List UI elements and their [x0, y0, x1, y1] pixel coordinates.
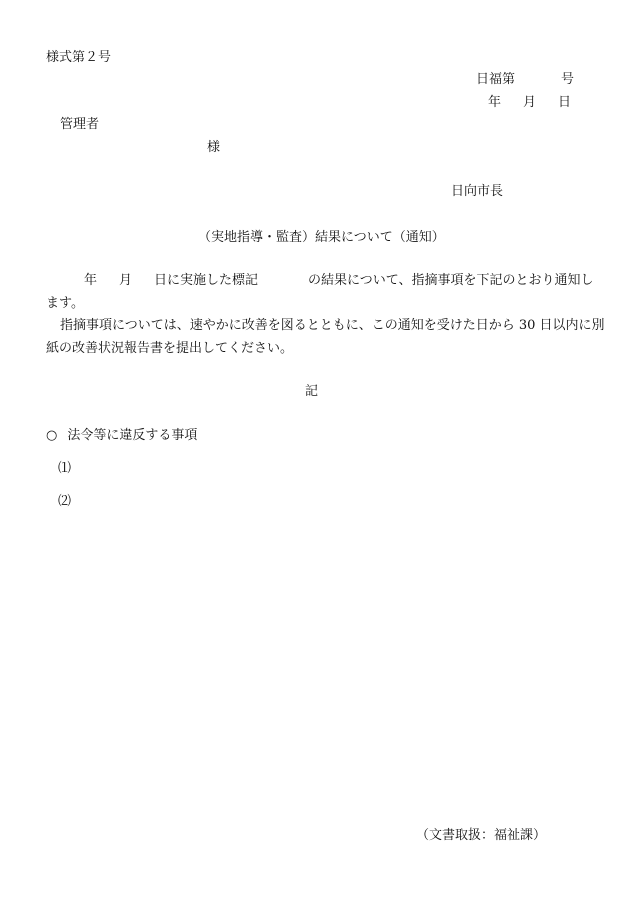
section-title: 法令等に違反する事項 [67, 428, 198, 443]
document-number-prefix: 日福第 [476, 72, 516, 87]
body-line-2: ます。 [46, 296, 84, 311]
document-number-suffix: 号 [561, 72, 575, 87]
body-line-1 [84, 273, 594, 289]
body-line-3: 指摘事項については、速やかに改善を図るとともに、この通知を受けた日から 30 日以内に別 [60, 318, 605, 333]
body-year: 年 [84, 273, 98, 288]
recipient-title: 管理者 [60, 117, 100, 132]
issue-date [488, 95, 571, 111]
document-subject: （実地指導・監査）結果について（通知） [198, 230, 445, 245]
ki-heading: 記 [305, 384, 319, 399]
document-number [476, 72, 574, 88]
handling-note: （文書取扱：福祉課） [416, 828, 547, 843]
form-number: 様式第２号 [46, 50, 112, 65]
body-month: 月 [119, 273, 133, 288]
circle-marker: ○ [46, 428, 58, 443]
body-line-1-part-a: 日に実施した標記 [154, 273, 259, 288]
issue-date-month: 月 [523, 95, 537, 110]
sender-name: 日向市長 [451, 184, 504, 199]
section-item-2: ⑵ [58, 494, 72, 509]
issue-date-year: 年 [488, 95, 502, 110]
body-line-4: 紙の改善状況報告書を提出してください。 [46, 341, 294, 356]
body-line-1-part-b: の結果について、指摘事項を下記のとおり通知し [308, 273, 594, 288]
section-heading [46, 428, 197, 444]
issue-date-day: 日 [558, 95, 572, 110]
section-item-1: ⑴ [58, 461, 72, 476]
recipient-honorific: 様 [207, 140, 221, 155]
